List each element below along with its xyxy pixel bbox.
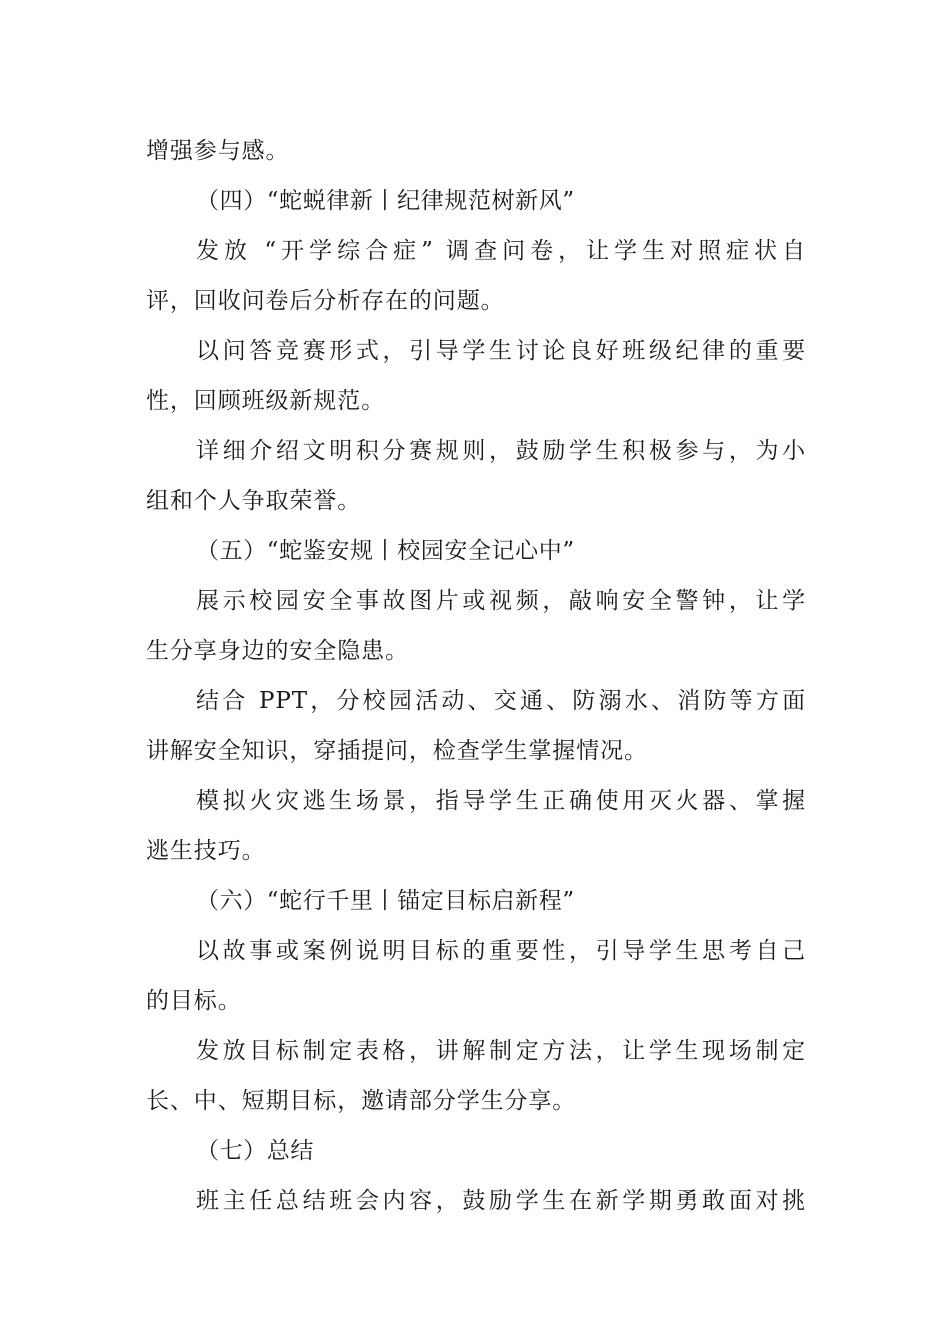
- paragraph-line: 评，回收问卷后分析存在的问题。: [146, 288, 505, 314]
- paragraph-line: 详细介绍文明积分赛规则，鼓励学生积极参与，为小: [196, 438, 806, 464]
- paragraph-line: 展示校园安全事故图片或视频，敲响安全警钟，让学: [196, 588, 806, 614]
- section-heading-5: （五）“蛇鉴安规丨校园安全记心中”: [196, 538, 575, 564]
- paragraph-line: 以问答竞赛形式，引导学生讨论良好班级纪律的重要: [196, 338, 806, 364]
- paragraph-line: 发放目标制定表格，讲解制定方法，让学生现场制定: [196, 1038, 806, 1064]
- paragraph-line: 讲解安全知识，穿插提问，检查学生掌握情况。: [146, 738, 648, 764]
- paragraph-line: 的目标。: [146, 988, 242, 1014]
- paragraph-line: 结合 PPT，分校园活动、交通、防溺水、消防等方面: [196, 688, 806, 714]
- paragraph-line: 以故事或案例说明目标的重要性，引导学生思考自己: [196, 938, 806, 964]
- paragraph-line: 逃生技巧。: [146, 838, 266, 864]
- paragraph-line: 生分享身边的安全隐患。: [146, 638, 409, 664]
- paragraph-line: 组和个人争取荣誉。: [146, 488, 362, 514]
- section-heading-4: （四）“蛇蜕律新丨纪律规范树新风”: [196, 188, 575, 214]
- section-heading-6: （六）“蛇行千里丨锚定目标启新程”: [196, 888, 575, 914]
- paragraph-line: 发放 “开学综合症” 调查问卷，让学生对照症状自: [196, 238, 806, 264]
- paragraph-line: 班主任总结班会内容，鼓励学生在新学期勇敢面对挑: [196, 1188, 806, 1214]
- paragraph-line: 增强参与感。: [146, 138, 290, 164]
- section-heading-7: （七）总结: [196, 1138, 314, 1164]
- paragraph-line: 长、中、短期目标，邀请部分学生分享。: [146, 1088, 577, 1114]
- paragraph-line: 性，回顾班级新规范。: [146, 388, 385, 414]
- paragraph-line: 模拟火灾逃生场景，指导学生正确使用灭火器、掌握: [196, 788, 806, 814]
